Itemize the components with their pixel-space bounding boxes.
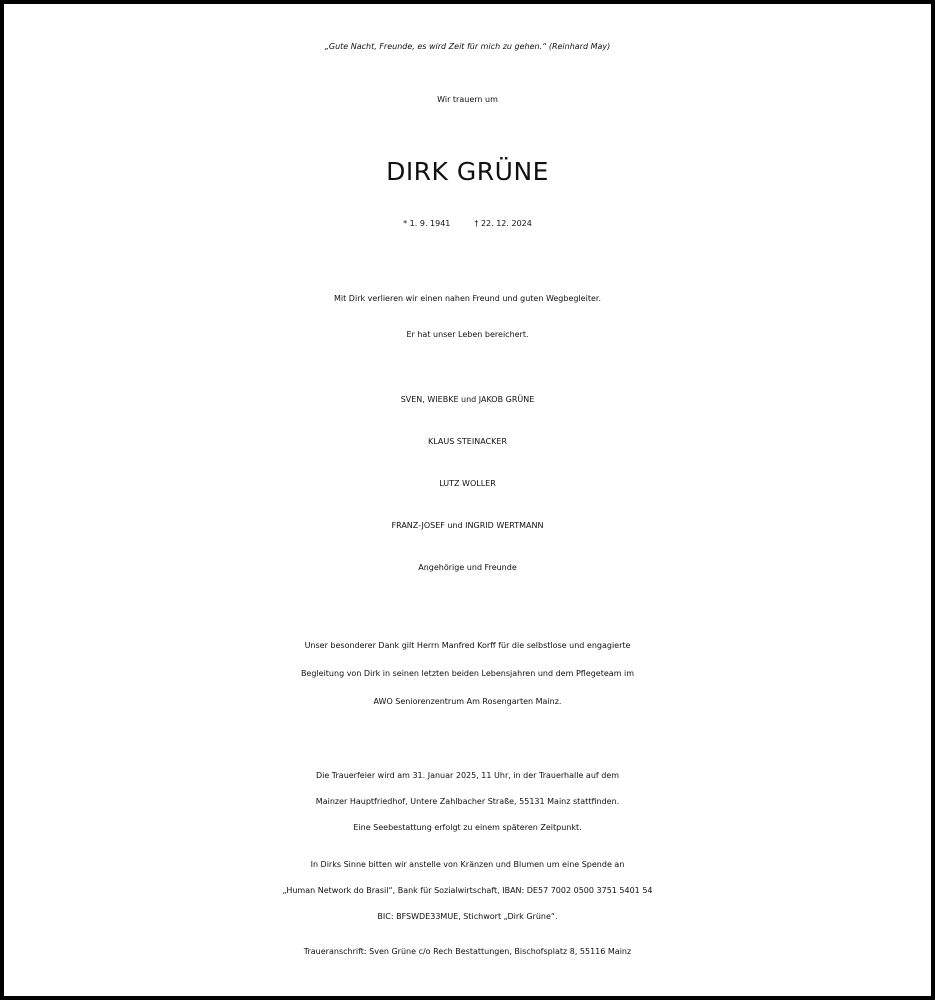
death-date: † 22. 12. 2024 <box>474 219 532 228</box>
donation-line: BIC: BFSWDE33MUE, Stichwort „Dirk Grüne“. <box>377 912 558 921</box>
signatory: FRANZ-JOSEF und INGRID WERTMANN <box>391 521 544 530</box>
signatory: LUTZ WOLLER <box>439 479 496 488</box>
message-line: Mit Dirk verlieren wir einen nahen Freund und guten Wegbegleiter. <box>334 294 601 303</box>
life-dates <box>4 219 931 228</box>
funeral-line: Die Trauerfeier wird am 31. Januar 2025, 11 Uhr, in der Trauerhalle auf dem <box>315 771 620 780</box>
donation-line: In Dirks Sinne bitten wir anstelle von Kränzen und Blumen um eine Spende an <box>310 860 625 869</box>
thanks-line: Unser besonderer Dank gilt Herrn Manfred Korff für die selbstlose und engagierte <box>304 641 631 650</box>
birth-date: * 1. 9. 1941 <box>403 219 451 228</box>
funeral-line: Eine Seebestattung erfolgt zu einem späteren Zeitpunkt. <box>353 823 582 832</box>
message-line: Er hat unser Leben bereichert. <box>406 330 529 339</box>
intro-text: Wir trauern um <box>437 95 498 104</box>
thanks-line: AWO Seniorenzentrum Am Rosengarten Mainz. <box>373 697 562 706</box>
signatory: Angehörige und Freunde <box>418 563 517 572</box>
signatory: SVEN, WIEBKE und JAKOB GRÜNE <box>400 395 535 404</box>
funeral-line: Mainzer Hauptfriedhof, Untere Zahlbacher Straße, 55131 Mainz stattfinden. <box>315 797 620 806</box>
mourning-address: Traueranschrift: Sven Grüne c/o Rech Bestattungen, Bischofsplatz 8, 55116 Mainz <box>303 947 632 956</box>
epigraph-quote: „Gute Nacht, Freunde, es wird Zeit für mich zu gehen.“ (Reinhard May) <box>324 42 611 51</box>
signatory: KLAUS STEINACKER <box>428 437 507 446</box>
donation-line: „Human Network do Brasil“, Bank für Sozialwirtschaft, IBAN: DE57 7002 0500 3751 5401 54 <box>282 886 653 895</box>
deceased-name: DIRK GRÜNE <box>386 157 549 186</box>
thanks-line: Begleitung von Dirk in seinen letzten beiden Lebensjahren und dem Pflegeteam im <box>300 669 635 678</box>
